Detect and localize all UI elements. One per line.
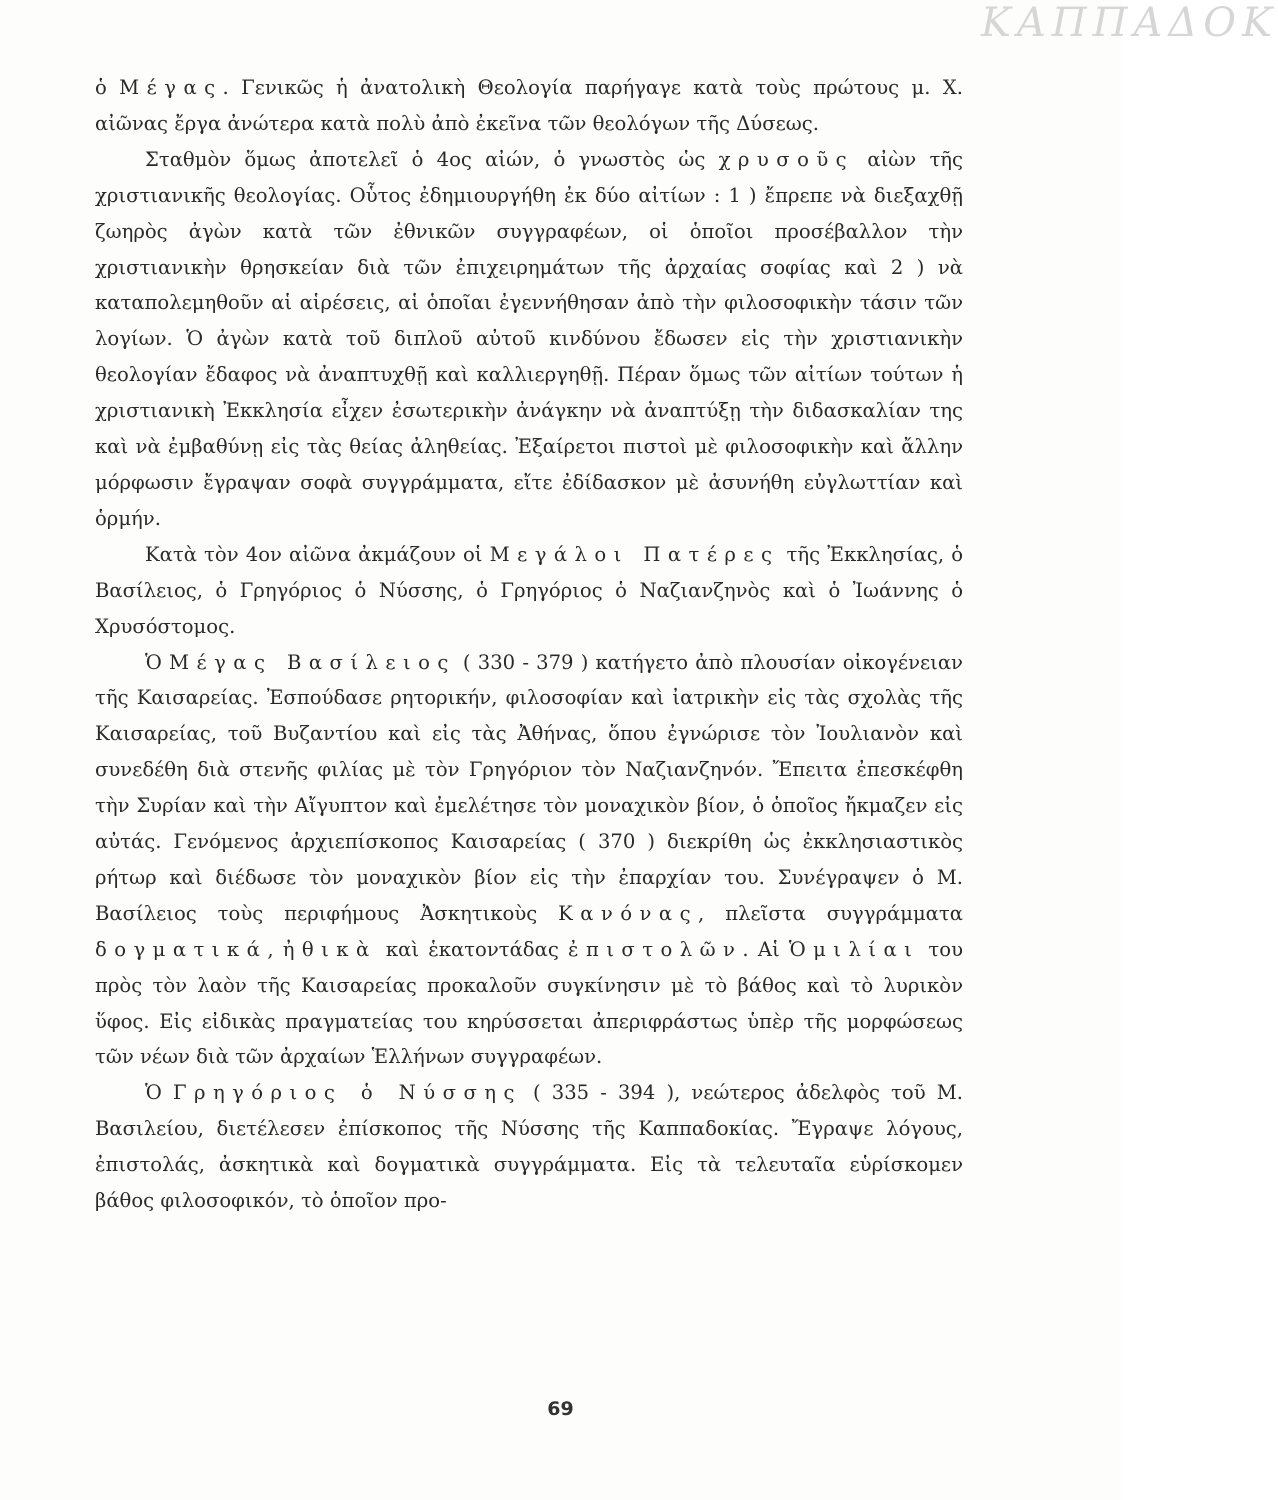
- text-run: του πρὸς τὸν λαὸν τῆς Καισαρείας προκαλοῦν συγκίνησιν μὲ τὸ βάθος καὶ τὸ λυρικὸν ὕφος. Εἰς εἰδικὰς πραγματείας του κηρύσσεται ἀπεριφράστως ὑπὲρ τῆς μορφώσεως τῶν νέων διὰ τῶν ἀρχαίων Ἑλλήνων συγγραφέων.: [95, 937, 963, 1069]
- text-run: Ὁ: [145, 1081, 173, 1105]
- spaced-emphasis: δογματικά: [95, 937, 268, 961]
- text-run: . Αἱ: [742, 937, 789, 961]
- text-run: Σταθμὸν ὅμως ἀποτελεῖ ὁ 4ος αἰών, ὁ γνωστὸς ὡς: [145, 147, 719, 171]
- page-number: 69: [547, 1398, 574, 1420]
- text-run: Ὁ: [145, 650, 170, 674]
- paragraph: [95, 645, 963, 1076]
- spaced-emphasis: ἐπιστολῶν: [567, 937, 743, 961]
- paragraph: [95, 70, 963, 142]
- text-run: ὁ: [95, 76, 120, 99]
- text-run: τῆς Ἐκκλησίας, ὁ Βασίλειος, ὁ Γρηγόριος ὁ Νύσσης, ὁ Γρηγόριος ὁ Ναζιανζηνὸς καὶ ὁ Ἰωάννης ὁ Χρυσόστομος.: [95, 542, 963, 638]
- spaced-emphasis: Μεγάλοι Πατέρες: [489, 542, 780, 566]
- text-run: ,: [267, 937, 283, 961]
- spaced-emphasis: Μέγας: [119, 76, 223, 99]
- text-run: ( 335 - 394 ), νεώτερος ἀδελφὸς τοῦ Μ. Βασιλείου, διετέλεσεν ἐπίσκοπος τῆς Νύσσης τῆς Καππαδοκίας. Ἔγραψε λόγους, ἐπιστολάς, ἀσκητικὰ καὶ δογματικὰ συγγράμματα. Εἰς τὰ τελευταῖα εὑρίσκομεν βάθος φιλοσοφικόν, τὸ ὁποῖον προ-: [95, 1081, 963, 1213]
- spaced-emphasis: χρυσοῦς: [718, 147, 855, 171]
- text-run: . Γενικῶς ἡ ἀνατολικὴ Θεολογία παρήγαγε κατὰ τοὺς πρώτους μ. Χ. αἰῶνας ἔργα ἀνώτερα κατὰ πολὺ ἀπὸ ἐκεῖνα τῶν θεολόγων τῆς Δύσεως.: [95, 76, 963, 135]
- paragraph: [95, 142, 963, 537]
- paragraph: [95, 1075, 963, 1219]
- text-run: αἰὼν τῆς χριστιανικῆς θεολογίας. Οὗτος ἐδημιουργήθη ἐκ δύο αἰτίων : 1 ) ἔπρεπε νὰ διεξαχθῇ ζωηρὸς ἀγὼν κατὰ τῶν ἐθνικῶν συγγραφέων, οἱ ὁποῖοι προσέβαλλον τὴν χριστιανικὴν θρησκείαν διὰ τῶν ἐπιχειρημάτων τῆς ἀρχαίας σοφίας καὶ 2 ) νὰ καταπολεμηθοῦν αἱ αἱρέσεις, αἱ ὁποῖαι ἐγεννήθησαν ἀπὸ τὴν φιλοσοφικὴν τάσιν τῶν λογίων. Ὁ ἀγὼν κατὰ τοῦ διπλοῦ αὐτοῦ κινδύνου ἔδωσεν εἰς τὴν χριστιανικὴν θεολογίαν ἔδαφος νὰ ἀναπτυχθῇ καὶ καλλιεργηθῇ. Πέραν ὅμως τῶν αἰτίων τούτων ἡ χριστιανικὴ Ἐκκλησία εἶχεν ἐσωτερικὴν ἀνάγκην νὰ ἀναπτύξῃ τὴν διδασκαλίαν της καὶ νὰ ἐμβαθύνῃ εἰς τὰς θείας ἀληθείας. Ἐξαίρετοι πιστοὶ μὲ φιλοσοφικὴν καὶ ἄλλην μόρφωσιν ἔγραψαν σοφὰ συγγράμματα, εἴτε ἐδίδασκον μὲ ἀσυνήθη εὐγλωττίαν καὶ ὁρμήν.: [95, 147, 964, 530]
- paragraph: [95, 537, 963, 645]
- bleed-through-heading: ΚΑΠΠΑΔΟΚ: [981, 0, 1278, 46]
- spaced-emphasis: ἠθικὰ: [282, 937, 377, 961]
- spaced-emphasis: Γρηγόριος ὁ Νύσσης: [172, 1081, 522, 1105]
- text-run: , πλεῖστα συγγράμματα: [698, 901, 963, 925]
- body-text: [95, 70, 963, 1219]
- text-run: καὶ ἑκατοντάδας: [376, 937, 568, 961]
- spaced-emphasis: Κανόνας: [558, 901, 699, 925]
- text-run: ( 330 - 379 ) κατήγετο ἀπὸ πλουσίαν οἰκογένειαν τῆς Καισαρείας. Ἐσπούδασε ρητορικήν, φιλοσοφίαν καὶ ἰατρικὴν εἰς τὰς σχολὰς τῆς Καισαρείας, τοῦ Βυζαντίου καὶ εἰς τὰς Ἀθήνας, ὅπου ἐγνώρισε τὸν Ἰουλιανὸν καὶ συνεδέθη διὰ στενῆς φιλίας μὲ τὸν Γρηγόριον τὸν Ναζιανζηνόν. Ἔπειτα ἐπεσκέφθη τὴν Συρίαν καὶ τὴν Αἴγυπτον καὶ ἐμελέτησε τὸν μοναχικὸν βίον, ὁ ὁποῖος ἤκμαζεν εἰς αὐτάς. Γενόμενος ἀρχιεπίσκοπος Καισαρείας ( 370 ) διεκρίθη ὡς ἐκκλησιαστικὸς ρήτωρ καὶ διέδωσε τὸν μοναχικὸν βίον εἰς τὴν ἐπαρχίαν του. Συνέγραψεν ὁ Μ. Βασίλειος τοὺς περιφήμους Ἀσκητικοὺς: [95, 650, 963, 925]
- text-run: Κατὰ τὸν 4ον αἰῶνα ἀκμάζουν οἱ: [145, 542, 490, 566]
- spaced-emphasis: Μέγας Βασίλειος: [169, 650, 456, 674]
- spaced-emphasis: Ὁμιλίαι: [788, 937, 920, 961]
